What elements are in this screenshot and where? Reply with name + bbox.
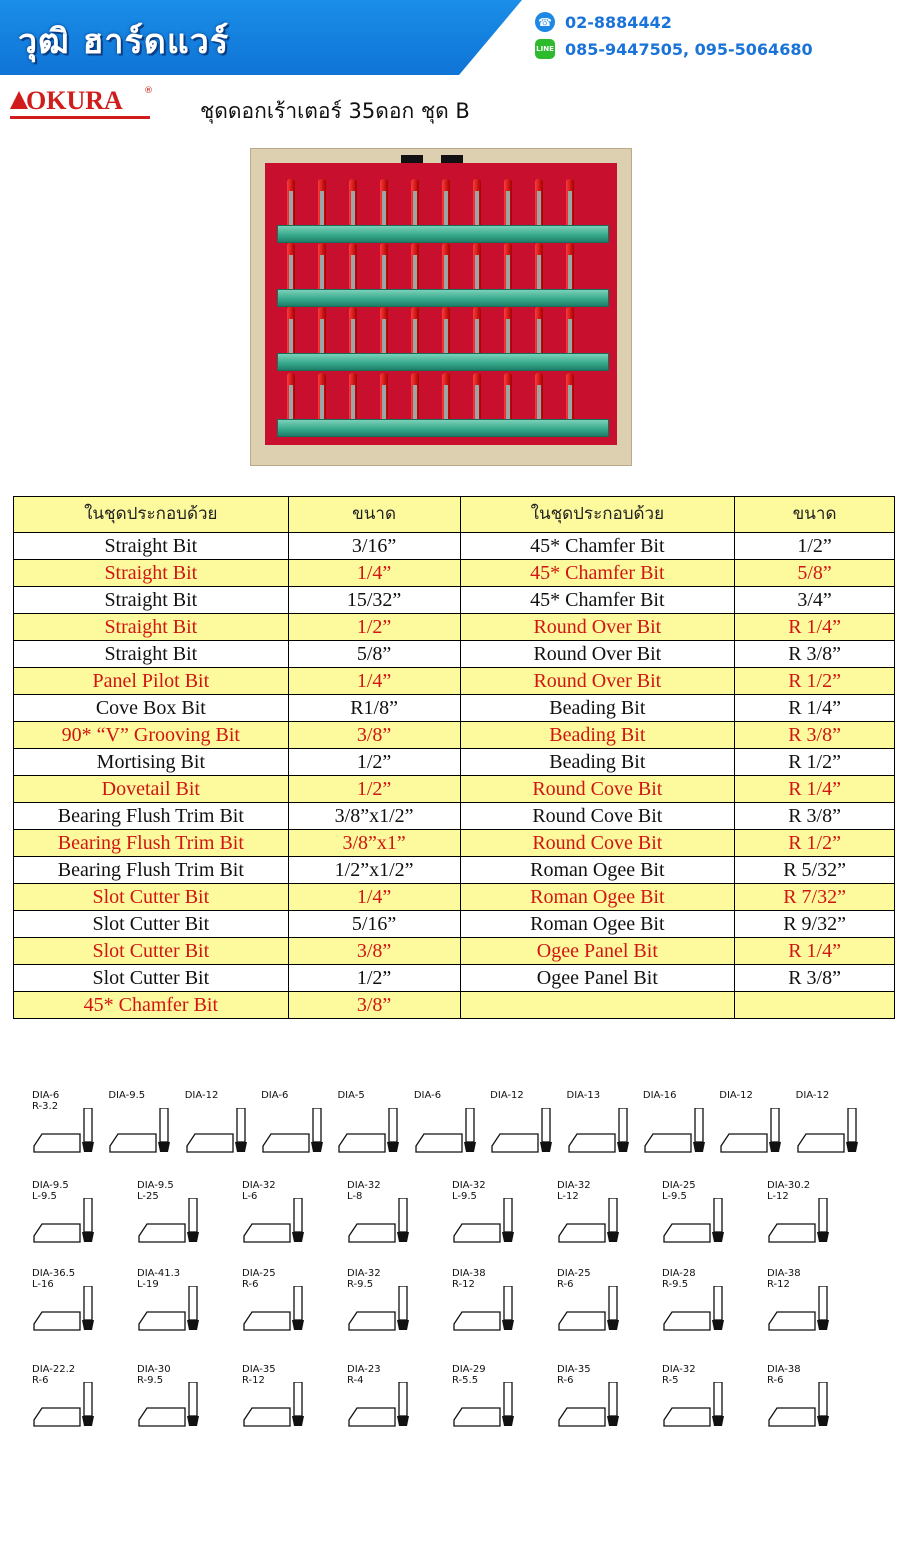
bit-profile-label: DIA-38 R-12 — [767, 1268, 801, 1290]
bit-size-right: R 3/8” — [735, 722, 895, 749]
bit-size-right: R 3/8” — [735, 641, 895, 668]
bit-name-left: 45* Chamfer Bit — [14, 992, 289, 1019]
bit-name-right: Round Cove Bit — [460, 830, 735, 857]
header-contents-left: ในชุดประกอบด้วย — [14, 497, 289, 533]
router-bit — [473, 307, 481, 355]
bit-size-right — [735, 992, 895, 1019]
bit-name-right: Round Over Bit — [460, 641, 735, 668]
bit-profile — [490, 1090, 560, 1170]
router-bit — [504, 179, 512, 227]
bit-profile — [347, 1180, 417, 1260]
bit-profile-label: DIA-30.2 L-12 — [767, 1180, 811, 1202]
bit-size-left: 3/8” — [288, 992, 460, 1019]
table-row — [14, 992, 895, 1019]
profile-drawing — [796, 1108, 866, 1158]
profile-drawing — [261, 1108, 331, 1158]
header-size-left: ขนาด — [288, 497, 460, 533]
router-bit — [349, 373, 357, 421]
bit-profile-label: DIA-29 R-5.5 — [452, 1364, 486, 1386]
bit-name-left: Slot Cutter Bit — [14, 911, 289, 938]
bit-profile — [557, 1268, 627, 1348]
bit-profile — [414, 1090, 484, 1170]
bit-size-right: R 3/8” — [735, 803, 895, 830]
router-bit — [411, 307, 419, 355]
bit-size-left: 3/8”x1” — [288, 830, 460, 857]
profile-drawing — [557, 1286, 627, 1336]
profile-drawing — [137, 1286, 207, 1336]
bit-profile — [643, 1090, 713, 1170]
bit-size-left: 1/4” — [288, 884, 460, 911]
router-bit — [287, 243, 295, 291]
bit-profile — [452, 1268, 522, 1348]
table-row — [14, 884, 895, 911]
line-app-icon: LINE — [535, 39, 555, 59]
bit-tray — [277, 225, 609, 243]
bit-profile-label: DIA-5 — [337, 1090, 365, 1101]
router-bit — [566, 179, 574, 227]
router-bit — [380, 373, 388, 421]
table-header-row — [14, 497, 895, 533]
profile-drawing — [662, 1198, 732, 1248]
bit-profile-label: DIA-32 L-12 — [557, 1180, 591, 1202]
router-bit — [504, 243, 512, 291]
bit-profile-label: DIA-12 — [490, 1090, 524, 1101]
bit-size-right: R 9/32” — [735, 911, 895, 938]
bit-profile — [137, 1364, 207, 1444]
router-bit — [566, 373, 574, 421]
table-row — [14, 533, 895, 560]
profile-drawing — [414, 1108, 484, 1158]
router-bit — [504, 307, 512, 355]
bit-profile — [261, 1090, 331, 1170]
table-row — [14, 803, 895, 830]
bit-profile — [32, 1090, 102, 1170]
bit-profile-label: DIA-9.5 L-9.5 — [32, 1180, 69, 1202]
bit-name-right: 45* Chamfer Bit — [460, 560, 735, 587]
bit-profile — [32, 1180, 102, 1260]
bit-profile — [32, 1364, 102, 1444]
bit-name-left: Slot Cutter Bit — [14, 884, 289, 911]
router-bit — [442, 243, 450, 291]
router-bit — [287, 373, 295, 421]
bit-profile-label: DIA-32 R-9.5 — [347, 1268, 381, 1290]
bit-profile-label: DIA-12 — [184, 1090, 219, 1101]
product-title: ชุดดอกเร้าเตอร์ 35ดอก ชุด B — [200, 99, 470, 123]
bit-profile-label: DIA-32 L-9.5 — [452, 1180, 486, 1202]
profile-drawing — [490, 1108, 560, 1158]
bit-size-left: 5/16” — [288, 911, 460, 938]
bit-profile-label: DIA-32 L-6 — [242, 1180, 276, 1202]
router-bit — [318, 373, 326, 421]
bit-name-right: Round Over Bit — [460, 614, 735, 641]
bit-name-left: Straight Bit — [14, 533, 289, 560]
router-bit — [535, 243, 543, 291]
profile-drawing — [337, 1108, 407, 1158]
profile-drawing — [32, 1286, 102, 1336]
bit-profile — [137, 1180, 207, 1260]
bit-name-left: Bearing Flush Trim Bit — [14, 803, 289, 830]
bit-name-right: Beading Bit — [460, 695, 735, 722]
table-row — [14, 857, 895, 884]
bit-name-right: Ogee Panel Bit — [460, 938, 735, 965]
bit-tray — [277, 419, 609, 437]
bit-profile — [567, 1090, 637, 1170]
bit-profile — [557, 1364, 627, 1444]
bit-profile-label: DIA-36.5 L-16 — [32, 1268, 76, 1290]
bit-name-right: Roman Ogee Bit — [460, 857, 735, 884]
bit-size-right: R 1/4” — [735, 776, 895, 803]
profile-drawing — [567, 1108, 637, 1158]
router-bit — [349, 179, 357, 227]
profile-drawing — [452, 1198, 522, 1248]
bit-profile — [662, 1364, 732, 1444]
bit-name-left: Straight Bit — [14, 641, 289, 668]
bit-profile-label: DIA-6 — [261, 1090, 289, 1101]
bit-profile — [185, 1090, 255, 1170]
bit-profile-label: DIA-38 R-12 — [452, 1268, 486, 1290]
bit-profile-label: DIA-16 — [642, 1090, 677, 1101]
router-bit — [380, 307, 388, 355]
bit-profile-label: DIA-25 R-6 — [242, 1268, 276, 1290]
bit-profile — [347, 1364, 417, 1444]
bit-size-left: 1/4” — [288, 560, 460, 587]
header-banner — [0, 0, 900, 75]
profile-drawing — [767, 1286, 837, 1336]
profile-drawing — [452, 1286, 522, 1336]
table-row — [14, 668, 895, 695]
router-bit — [442, 179, 450, 227]
bit-name-left: Panel Pilot Bit — [14, 668, 289, 695]
bit-size-left: 1/2” — [288, 749, 460, 776]
router-bit — [318, 307, 326, 355]
bit-name-left: Straight Bit — [14, 560, 289, 587]
bit-size-left: 3/8” — [288, 722, 460, 749]
bit-name-left: 90* “V” Grooving Bit — [14, 722, 289, 749]
router-bit — [473, 179, 481, 227]
table-row — [14, 695, 895, 722]
router-bit — [535, 373, 543, 421]
bit-profile — [796, 1090, 866, 1170]
product-photo — [250, 148, 632, 466]
profile-drawing — [643, 1108, 713, 1158]
bit-name-left: Bearing Flush Trim Bit — [14, 830, 289, 857]
bit-size-left: R1/8” — [288, 695, 460, 722]
bit-size-left: 5/8” — [288, 641, 460, 668]
bit-profile — [767, 1364, 837, 1444]
profile-drawing — [32, 1198, 102, 1248]
bit-profile — [662, 1180, 732, 1260]
bit-name-left: Dovetail Bit — [14, 776, 289, 803]
table-row — [14, 614, 895, 641]
bit-profile-label: DIA-9.5 — [108, 1090, 146, 1101]
bit-name-left: Straight Bit — [14, 614, 289, 641]
router-bit — [504, 373, 512, 421]
profile-drawing — [32, 1108, 102, 1158]
bit-tray — [277, 289, 609, 307]
bit-name-right: Round Over Bit — [460, 668, 735, 695]
bit-profile-diagram — [32, 1080, 872, 1440]
bit-name-right: Round Cove Bit — [460, 803, 735, 830]
bit-name-right: 45* Chamfer Bit — [460, 587, 735, 614]
bit-profile — [452, 1364, 522, 1444]
bit-name-right: Ogee Panel Bit — [460, 965, 735, 992]
bit-name-left: Slot Cutter Bit — [14, 938, 289, 965]
table-row — [14, 722, 895, 749]
bit-size-right: R 1/2” — [735, 749, 895, 776]
table-row — [14, 560, 895, 587]
table-row — [14, 938, 895, 965]
router-bit — [318, 179, 326, 227]
header-size-right: ขนาด — [735, 497, 895, 533]
brand-name: OKURA — [26, 86, 123, 115]
router-bit — [535, 307, 543, 355]
router-bit — [287, 307, 295, 355]
router-bit — [349, 243, 357, 291]
router-bit — [566, 307, 574, 355]
router-bit — [411, 373, 419, 421]
bit-size-right: R 1/4” — [735, 695, 895, 722]
router-bit — [535, 179, 543, 227]
router-bit — [287, 179, 295, 227]
bit-size-right: R 1/2” — [735, 668, 895, 695]
router-bit — [349, 307, 357, 355]
bit-name-right — [460, 992, 735, 1019]
router-bit — [442, 307, 450, 355]
bit-profile-label: DIA-12 — [719, 1090, 753, 1101]
bit-name-right: Roman Ogee Bit — [460, 911, 735, 938]
profile-drawing — [242, 1198, 312, 1248]
bit-profile — [662, 1268, 732, 1348]
bit-size-right: 1/2” — [735, 533, 895, 560]
bit-size-left: 1/4” — [288, 668, 460, 695]
router-bit — [318, 243, 326, 291]
bit-size-right: R 1/4” — [735, 938, 895, 965]
shop-name: วุฒิ ฮาร์ดแวร์ — [18, 22, 230, 62]
profile-drawing — [719, 1108, 789, 1158]
logo-underline — [10, 116, 150, 119]
profile-drawing — [557, 1198, 627, 1248]
bit-profile-label: DIA-30 R-9.5 — [137, 1364, 171, 1386]
registered-mark: ® — [144, 86, 153, 96]
bit-name-left: Mortising Bit — [14, 749, 289, 776]
bit-size-left: 1/2” — [288, 776, 460, 803]
router-bit — [411, 179, 419, 227]
bit-profile-label: DIA-9.5 L-25 — [137, 1180, 174, 1202]
bit-name-right: Roman Ogee Bit — [460, 884, 735, 911]
bit-name-left: Straight Bit — [14, 587, 289, 614]
bit-tray — [277, 353, 609, 371]
bit-profile-label: DIA-41.3 L-19 — [137, 1268, 181, 1290]
bit-profile-label: DIA-28 R-9.5 — [662, 1268, 696, 1290]
bit-profile-label: DIA-23 R-4 — [347, 1364, 381, 1386]
router-bit — [442, 373, 450, 421]
bit-profile-label: DIA-22.2 R-6 — [32, 1364, 76, 1386]
table-row — [14, 587, 895, 614]
router-bit — [380, 243, 388, 291]
table-row — [14, 749, 895, 776]
bit-profile — [242, 1364, 312, 1444]
profile-drawing — [662, 1286, 732, 1336]
bit-profile-label: DIA-25 L-9.5 — [662, 1180, 696, 1202]
bit-profile — [337, 1090, 407, 1170]
profile-drawing — [767, 1382, 837, 1432]
phone-icon: ☎ — [535, 12, 555, 32]
bit-name-right: 45* Chamfer Bit — [460, 533, 735, 560]
bit-name-left: Slot Cutter Bit — [14, 965, 289, 992]
header-contents-right: ในชุดประกอบด้วย — [460, 497, 735, 533]
bit-name-left: Cove Box Bit — [14, 695, 289, 722]
bit-name-right: Beading Bit — [460, 749, 735, 776]
bit-profile-label: DIA-6 — [413, 1090, 442, 1101]
bit-profile-label: DIA-38 R-6 — [767, 1364, 801, 1386]
profile-drawing — [242, 1286, 312, 1336]
table-row — [14, 911, 895, 938]
router-bit — [473, 243, 481, 291]
bit-size-right: R 1/4” — [735, 614, 895, 641]
profile-drawing — [662, 1382, 732, 1432]
bit-size-right: 5/8” — [735, 560, 895, 587]
table-row — [14, 641, 895, 668]
bit-name-right: Round Cove Bit — [460, 776, 735, 803]
bit-size-left: 3/8” — [288, 938, 460, 965]
bit-spec-table — [13, 496, 895, 1019]
bit-profile — [767, 1180, 837, 1260]
profile-drawing — [347, 1198, 417, 1248]
profile-drawing — [347, 1382, 417, 1432]
router-bit — [473, 373, 481, 421]
bit-size-right: R 5/32” — [735, 857, 895, 884]
bit-profile-label: DIA-35 R-12 — [242, 1364, 276, 1386]
bit-profile-label: DIA-13 — [566, 1090, 601, 1101]
bit-name-right: Beading Bit — [460, 722, 735, 749]
bit-size-left: 1/2” — [288, 614, 460, 641]
bit-profile-label: DIA-6 R-3.2 — [32, 1090, 60, 1112]
bit-profile — [108, 1090, 178, 1170]
phone-number: 02-8884442 — [565, 12, 672, 32]
line-contact[interactable] — [535, 39, 813, 59]
profile-drawing — [242, 1382, 312, 1432]
bit-profile-label: DIA-32 L-8 — [347, 1180, 381, 1202]
case-red-lining — [265, 163, 617, 445]
table-row — [14, 830, 895, 857]
bit-size-right: R 1/2” — [735, 830, 895, 857]
profile-drawing — [185, 1108, 255, 1158]
bit-profile — [347, 1268, 417, 1348]
bit-name-left: Bearing Flush Trim Bit — [14, 857, 289, 884]
bit-profile-label: DIA-32 R-5 — [662, 1364, 696, 1386]
phone-contact[interactable] — [535, 12, 672, 32]
bit-profile — [557, 1180, 627, 1260]
bit-size-left: 3/16” — [288, 533, 460, 560]
bit-profile — [719, 1090, 789, 1170]
profile-drawing — [347, 1286, 417, 1336]
profile-drawing — [452, 1382, 522, 1432]
bit-size-left: 3/8”x1/2” — [288, 803, 460, 830]
bit-profile — [242, 1180, 312, 1260]
bit-size-left: 1/2” — [288, 965, 460, 992]
profile-drawing — [32, 1382, 102, 1432]
bit-profile-label: DIA-12 — [795, 1090, 830, 1101]
table-row — [14, 776, 895, 803]
table-row — [14, 965, 895, 992]
bit-size-right: 3/4” — [735, 587, 895, 614]
profile-drawing — [108, 1108, 178, 1158]
router-bit — [411, 243, 419, 291]
bit-size-right: R 3/8” — [735, 965, 895, 992]
router-bit — [380, 179, 388, 227]
bit-profile — [32, 1268, 102, 1348]
profile-drawing — [137, 1198, 207, 1248]
profile-drawing — [557, 1382, 627, 1432]
bit-size-left: 15/32” — [288, 587, 460, 614]
bit-profile — [242, 1268, 312, 1348]
profile-drawing — [767, 1198, 837, 1248]
bit-profile-label: DIA-25 R-6 — [557, 1268, 591, 1290]
bit-profile — [452, 1180, 522, 1260]
okura-logo — [10, 86, 152, 120]
line-phone-numbers: 085-9447505, 095-5064680 — [565, 39, 813, 59]
bit-profile — [767, 1268, 837, 1348]
bit-profile-label: DIA-35 R-6 — [557, 1364, 591, 1386]
bit-size-left: 1/2”x1/2” — [288, 857, 460, 884]
router-bit — [566, 243, 574, 291]
bit-size-right: R 7/32” — [735, 884, 895, 911]
profile-drawing — [137, 1382, 207, 1432]
bit-profile — [137, 1268, 207, 1348]
